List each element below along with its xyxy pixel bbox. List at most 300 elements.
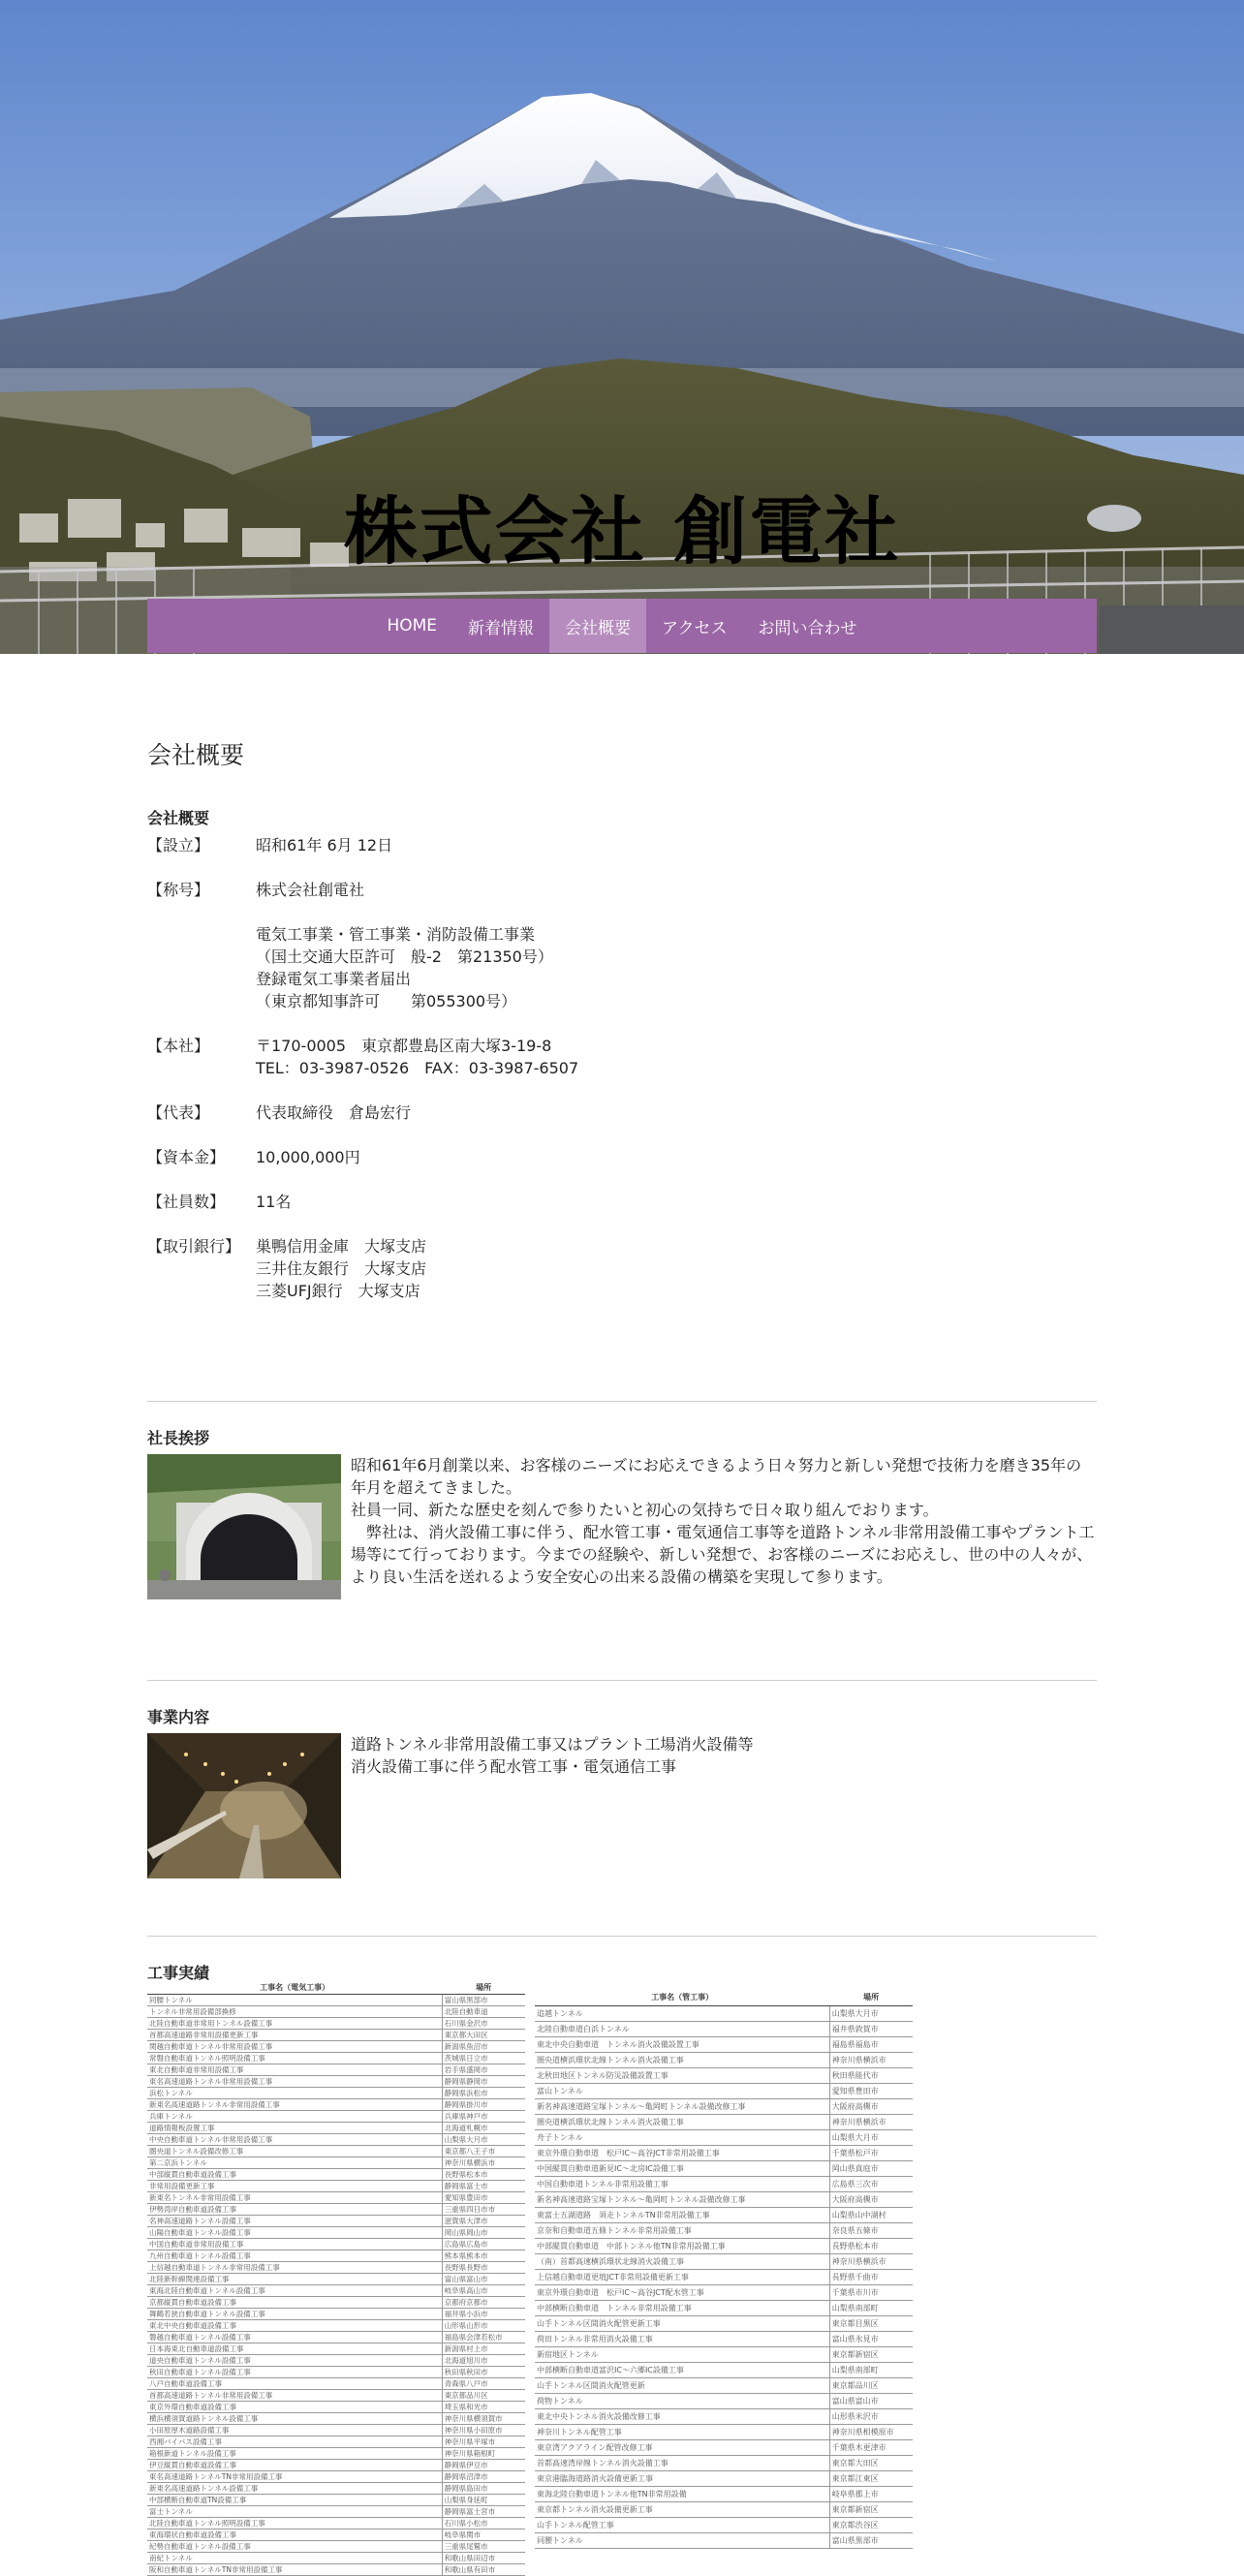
work-name-cell: 兵庫トンネル (147, 2110, 442, 2122)
table-row (147, 2366, 525, 2377)
work-location-cell: 大阪府高槻市 (829, 2098, 913, 2114)
table-row (147, 2354, 525, 2366)
work-location-cell: 広島県三次市 (829, 2176, 913, 2191)
work-location-cell: 東京都大田区 (442, 2029, 525, 2040)
work-location-cell: 北海道札幌市 (442, 2122, 525, 2133)
info-line: 三菱UFJ銀行 大塚支店 (256, 1282, 420, 1300)
work-name-cell: 八戸自動車道設備工事 (147, 2377, 442, 2389)
info-line: 代表取締役 倉島宏行 (256, 1103, 412, 1122)
table-row (535, 2253, 913, 2269)
work-location-cell: 東京都江東区 (829, 2470, 913, 2486)
work-name-cell: 山手トンネル区間消火配管更新 (535, 2377, 829, 2393)
info-line: （国土交通大臣許可 般-2 第21350号） (256, 947, 553, 966)
info-value (256, 1102, 411, 1124)
table-row (147, 2517, 525, 2529)
work-location-cell: 静岡県浜松市 (442, 2087, 525, 2098)
work-location-cell: 山形県米沢市 (829, 2408, 913, 2424)
info-row-employees (147, 1191, 1097, 1213)
work-name-cell: 京奈和自動車道五條トンネル非常用設備工事 (535, 2222, 829, 2238)
greeting-paragraph: 弊社は、消火設備工事に伴う、配水管工事・電気通信工事等を道路トンネル非常用設備工事やプラント工場等にて行っております。今までの経験や、新しい発想で、お客様のニーズにお応えし、世の中の人々が、より良い生活を送れるよう安全安心の出来る設備の構築を実現して参ります。 (351, 1523, 1095, 1586)
work-location-cell: 岩手県盛岡市 (442, 2064, 525, 2075)
work-location-cell: 神奈川県箱根町 (442, 2447, 525, 2459)
work-name-cell: 東京港臨海道路消火設備更新工事 (535, 2470, 829, 2486)
table-row (535, 2424, 913, 2439)
work-name-cell: 中部縦貫自動車道 中部トンネル他TN非常用設備工事 (535, 2238, 829, 2253)
info-value (256, 1191, 291, 1213)
table-header: 場所 (442, 1982, 525, 1994)
overview-heading: 会社概要 (147, 809, 210, 827)
work-location-cell: 神奈川県相模原市 (829, 2424, 913, 2439)
work-name-cell: 山手トンネル区間消火配管更新工事 (535, 2315, 829, 2331)
work-name-cell: 伊勢湾岸自動車道設備工事 (147, 2203, 442, 2215)
table-row (147, 2133, 525, 2145)
work-name-cell: 東富士五湖道路 須走トンネルTN非常用設備工事 (535, 2207, 829, 2222)
work-location-cell: 神奈川県横浜市 (829, 2114, 913, 2129)
work-name-cell: 北陸新幹線関連設備工事 (147, 2273, 442, 2284)
table-row (147, 2215, 525, 2226)
work-location-cell: 東京都新宿区 (829, 2501, 913, 2517)
work-name-cell: 常磐自動車道トンネル照明設備工事 (147, 2052, 442, 2064)
work-name-cell: 日本海東北自動車道設備工事 (147, 2343, 442, 2354)
work-location-cell: 和歌山県田辺市 (442, 2552, 525, 2563)
work-name-cell: 中国自動車道非常用設備工事 (147, 2238, 442, 2250)
work-name-cell: 圏央道横浜環状北線トンネル消火設備工事 (535, 2114, 829, 2129)
table-row (535, 2098, 913, 2114)
work-location-cell: 秋田県秋田市 (442, 2366, 525, 2377)
work-name-cell: 東名高速道路トンネルTN非常用設備工事 (147, 2470, 442, 2482)
main-nav (147, 599, 1097, 653)
work-name-cell: 圏央道トンネル設備改修工事 (147, 2145, 442, 2157)
table-row (147, 2412, 525, 2424)
work-name-cell: 北秋田地区トンネル防災設備設置工事 (535, 2067, 829, 2083)
work-name-cell: 阪和自動車道トンネルTN非常用設備工事 (147, 2563, 442, 2575)
table-row (147, 2087, 525, 2098)
table-row (535, 2362, 913, 2377)
table-row (147, 2180, 525, 2191)
work-name-cell: 西湘バイパス設備工事 (147, 2436, 442, 2447)
company-info (147, 834, 1097, 1302)
info-value (256, 879, 553, 1012)
work-name-cell: 荷田トンネル非常用消火設備工事 (535, 2331, 829, 2346)
work-name-cell: 圏央道横浜環状北線トンネル消火設備工事 (535, 2052, 829, 2067)
table-row (535, 2532, 913, 2548)
work-location-cell: 山梨県大月市 (829, 2005, 913, 2021)
work-name-cell: 新東名高速道路トンネル非常用設備工事 (147, 2098, 442, 2110)
greeting-paragraph: 昭和61年6月創業以来、お客様のニーズにお応えできるよう日々努力と新しい発想で技術力を磨き35年の年月を超えてきました。 (351, 1456, 1082, 1497)
info-line: TEL：03-3987-0526 FAX：03-3987-6507 (256, 1059, 579, 1077)
work-name-cell: 新東名高速道路トンネル設備工事 (147, 2482, 442, 2494)
work-location-cell: 福井県小浜市 (442, 2308, 525, 2319)
work-name-cell: 東北中央トンネル消火設備改修工事 (535, 2408, 829, 2424)
work-location-cell: 長野県千曲市 (829, 2269, 913, 2284)
work-location-cell: 岡山県岡山市 (442, 2226, 525, 2238)
work-name-cell: 上信越自動車道更埴JCT非常用設備更新工事 (535, 2269, 829, 2284)
table-row (535, 2160, 913, 2176)
table-row (535, 2408, 913, 2424)
work-name-cell: 横浜横須賀道路トンネル設備工事 (147, 2412, 442, 2424)
page-title: 会社概要 (147, 741, 245, 769)
work-location-cell: 千葉県木更津市 (829, 2439, 913, 2455)
work-name-cell: 山手トンネル配管工事 (535, 2517, 829, 2532)
info-row-capital (147, 1146, 1097, 1168)
tunnel-entrance-photo (147, 1454, 341, 1599)
table-row (147, 2052, 525, 2064)
business-line: 道路トンネル非常用設備工事又はプラント工場消火設備等 (351, 1735, 754, 1754)
table-row (147, 2529, 525, 2540)
work-location-cell: 神奈川県小田原市 (442, 2424, 525, 2436)
electric-works-table (147, 1982, 525, 2576)
table-row (147, 2436, 525, 2447)
table-row (147, 2145, 525, 2157)
work-name-cell: 東海環状自動車道設備工事 (147, 2529, 442, 2540)
work-name-cell: 中国縦貫自動車道新見IC〜北房IC設備工事 (535, 2160, 829, 2176)
info-line: 〒170-0005 東京都豊島区南大塚3-19-8 (256, 1037, 552, 1055)
table-row (535, 2269, 913, 2284)
work-location-cell: 山梨県山中湖村 (829, 2207, 913, 2222)
table-row (147, 2098, 525, 2110)
table-row (147, 2424, 525, 2436)
table-row (147, 2168, 525, 2180)
work-location-cell: 千葉県市川市 (829, 2284, 913, 2300)
work-location-cell: 静岡県富士宮市 (442, 2505, 525, 2517)
work-name-cell: 中部横断自動車道富沢IC〜六郷IC設備工事 (535, 2362, 829, 2377)
work-name-cell: 伊豆縦貫自動車道設備工事 (147, 2459, 442, 2470)
table-row (147, 2377, 525, 2389)
table-row (147, 2389, 525, 2401)
work-name-cell: 新名神高速道路宝塚トンネル〜亀岡町トンネル設備改修工事 (535, 2191, 829, 2207)
table-row (535, 2176, 913, 2191)
work-name-cell: 名神高速道路トンネル設備工事 (147, 2215, 442, 2226)
info-line: 巣鴨信用金庫 大塚支店 (256, 1237, 427, 1256)
work-location-cell: 東京都大田区 (829, 2455, 913, 2470)
work-location-cell: 静岡県静岡市 (442, 2075, 525, 2087)
work-name-cell: 東海北陸自動車道トンネル他TN非常用設備 (535, 2486, 829, 2501)
work-location-cell: 富山県黒部市 (442, 1994, 525, 2005)
table-row (535, 2207, 913, 2222)
info-row-established (147, 834, 1097, 856)
table-row (147, 2238, 525, 2250)
work-name-cell: 道路情報板設置工事 (147, 2122, 442, 2133)
works-section (147, 1961, 1097, 2574)
work-location-cell: 東京都目黒区 (829, 2315, 913, 2331)
info-line: 株式会社創電社 (256, 881, 365, 899)
work-name-cell: 富山トンネル (535, 2083, 829, 2098)
info-line (256, 901, 553, 923)
work-location-cell: 岐阜県郡上市 (829, 2486, 913, 2501)
info-row-hq (147, 1035, 1097, 1079)
table-row (535, 2129, 913, 2145)
work-name-cell: 京都縦貫自動車道設備工事 (147, 2296, 442, 2308)
work-name-cell: 東京外環自動車道設備工事 (147, 2401, 442, 2412)
work-name-cell: 上信越自動車道トンネル非常用設備工事 (147, 2261, 442, 2273)
table-row (535, 2377, 913, 2393)
table-row (535, 2470, 913, 2486)
business-text (351, 1733, 754, 1878)
work-location-cell: 山形県山形市 (442, 2319, 525, 2331)
work-name-cell: 新東名トンネル非常用設備工事 (147, 2191, 442, 2203)
table-row (147, 2447, 525, 2459)
work-location-cell: 福島県会津若松市 (442, 2331, 525, 2343)
work-location-cell: 長野県松本市 (442, 2168, 525, 2180)
table-row (147, 2470, 525, 2482)
work-name-cell: 中国自動車道トンネル非常用設備工事 (535, 2176, 829, 2191)
work-location-cell: 北陸自動車道 (442, 2005, 525, 2017)
table-header: 場所 (829, 1990, 913, 2005)
info-label: 【資本金】 (147, 1148, 226, 1166)
work-name-cell: （南）首都高速横浜環状北線消火設備工事 (535, 2253, 829, 2269)
work-name-cell: 磐越自動車道トンネル設備工事 (147, 2331, 442, 2343)
work-location-cell: 岡山県真庭市 (829, 2160, 913, 2176)
table-row (535, 2238, 913, 2253)
work-location-cell: 神奈川県横浜市 (829, 2052, 913, 2067)
work-location-cell: 長野県松本市 (829, 2238, 913, 2253)
work-name-cell: 東京外環自動車道 松戸IC〜高谷JCT配水管工事 (535, 2284, 829, 2300)
work-name-cell: 東京外環自動車道 松戸IC〜高谷JCT非常用設備工事 (535, 2145, 829, 2160)
work-location-cell: 静岡県伊豆市 (442, 2459, 525, 2470)
table-row (147, 2552, 525, 2563)
work-location-cell: 茨城県日立市 (442, 2052, 525, 2064)
table-row (535, 2067, 913, 2083)
table-row (535, 2052, 913, 2067)
work-location-cell: 新潟県村上市 (442, 2343, 525, 2354)
table-row (147, 2343, 525, 2354)
work-location-cell: 愛知県豊田市 (442, 2191, 525, 2203)
work-location-cell: 山梨県南部町 (829, 2362, 913, 2377)
work-location-cell: 秋田県能代市 (829, 2067, 913, 2083)
work-name-cell: 中部横断自動車道 トンネル非常用設備工事 (535, 2300, 829, 2315)
work-location-cell: 愛知県豊田市 (829, 2083, 913, 2098)
work-location-cell: 神奈川県横浜市 (442, 2157, 525, 2168)
tunnel-interior-photo (147, 1733, 341, 1878)
greeting-paragraph: 社員一同、新たな歴史を刻んで参りたいと初心の気持ちで日々取り組んでおります。 (351, 1501, 939, 1519)
table-row (147, 2075, 525, 2087)
info-value (256, 834, 392, 856)
table-row (535, 2439, 913, 2455)
work-name-cell: 山陽自動車道トンネル設備工事 (147, 2226, 442, 2238)
info-value (256, 1235, 426, 1302)
work-name-cell: 荷物トンネル (535, 2393, 829, 2408)
work-name-cell: 関越自動車道トンネル非常用設備工事 (147, 2040, 442, 2052)
work-name-cell: 新宿地区トンネル (535, 2346, 829, 2362)
table-row (147, 2563, 525, 2575)
work-location-cell: 岐阜県関市 (442, 2529, 525, 2540)
work-location-cell: 東京都品川区 (829, 2377, 913, 2393)
nav-access[interactable]: アクセス (662, 618, 728, 638)
table-row (535, 2222, 913, 2238)
work-location-cell: 静岡県掛川市 (442, 2098, 525, 2110)
table-row (535, 2145, 913, 2160)
work-name-cell: 北陸自動車道非常用トンネル設備工事 (147, 2017, 442, 2029)
table-row (147, 2029, 525, 2040)
work-name-cell: 中部横断自動車道TN設備工事 (147, 2494, 442, 2505)
info-value (256, 1035, 578, 1079)
table-row (147, 2017, 525, 2029)
works-title: 工事実績 (147, 1964, 210, 1982)
work-name-cell: 舟子トンネル (535, 2129, 829, 2145)
work-location-cell: 熊本県熊本市 (442, 2250, 525, 2261)
nav-news[interactable]: 新着情報 (468, 618, 535, 638)
table-row (147, 2540, 525, 2552)
table-row (535, 2455, 913, 2470)
work-location-cell: 滋賀県大津市 (442, 2215, 525, 2226)
table-row (147, 2401, 525, 2412)
table-row (147, 2319, 525, 2331)
work-name-cell: 首都高速道路トンネル非常用設備工事 (147, 2389, 442, 2401)
work-location-cell: 東京都渋谷区 (829, 2517, 913, 2532)
work-name-cell: 北陸自動車道白浜トンネル (535, 2021, 829, 2036)
work-location-cell: 長野県長野市 (442, 2261, 525, 2273)
divider (147, 1936, 1097, 1937)
info-label: 【設立】 (147, 836, 210, 854)
work-location-cell: 和歌山県有田市 (442, 2563, 525, 2575)
work-location-cell: 石川県金沢市 (442, 2017, 525, 2029)
work-name-cell: 東京都トンネル消火設備更新工事 (535, 2501, 829, 2517)
work-name-cell: 九州自動車道トンネル設備工事 (147, 2250, 442, 2261)
info-label: 【称号】 (147, 881, 210, 899)
table-row (535, 2191, 913, 2207)
work-location-cell: 静岡県島田市 (442, 2482, 525, 2494)
table-row (147, 2203, 525, 2215)
table-row (535, 2284, 913, 2300)
table-row (535, 2501, 913, 2517)
table-row (147, 1994, 525, 2005)
work-name-cell: 東名高速道路トンネル非常用設備工事 (147, 2075, 442, 2087)
work-location-cell: 東京都八王子市 (442, 2145, 525, 2157)
work-location-cell: 富山県氷見市 (829, 2331, 913, 2346)
work-name-cell: 紀勢自動車道トンネル設備工事 (147, 2540, 442, 2552)
table-row (147, 2226, 525, 2238)
work-location-cell: 三重県尾鷲市 (442, 2540, 525, 2552)
table-row (147, 2284, 525, 2296)
work-location-cell: 東京都品川区 (442, 2389, 525, 2401)
info-label: 【代表】 (147, 1103, 210, 1122)
info-label: 【社員数】 (147, 1193, 226, 1211)
work-name-cell: 東北自動車道非常用設備工事 (147, 2064, 442, 2075)
table-row (147, 2261, 525, 2273)
table-row (535, 2036, 913, 2052)
work-name-cell: 中部縦貫自動車道設備工事 (147, 2168, 442, 2180)
work-location-cell: 三重県四日市市 (442, 2203, 525, 2215)
work-name-cell: 東北中央自動車道設備工事 (147, 2319, 442, 2331)
table-header: 工事名（管工事） (535, 1990, 829, 2005)
work-name-cell: 東海北陸自動車道トンネル設備工事 (147, 2284, 442, 2296)
info-line: 10,000,000円 (256, 1148, 360, 1166)
work-location-cell: 山梨県身延町 (442, 2494, 525, 2505)
table-header: 工事名（電気工事） (147, 1982, 442, 1994)
work-name-cell: 南紀トンネル (147, 2552, 442, 2563)
work-location-cell: 京都府京都市 (442, 2296, 525, 2308)
work-name-cell: 新名神高速道路宝塚トンネル〜亀岡町トンネル設備改修工事 (535, 2098, 829, 2114)
work-location-cell: 神奈川県横浜市 (829, 2253, 913, 2269)
table-row (535, 2517, 913, 2532)
table-row (535, 2315, 913, 2331)
info-row-name (147, 879, 1097, 1012)
info-line: 11名 (256, 1193, 292, 1211)
pipe-works-table (535, 1990, 913, 2549)
work-location-cell: 大阪府高槻市 (829, 2191, 913, 2207)
work-location-cell: 東京都新宿区 (829, 2346, 913, 2362)
table-row (535, 2021, 913, 2036)
divider (147, 1680, 1097, 1681)
table-row (147, 2482, 525, 2494)
site-title: 株式会社 創電社 (343, 488, 901, 574)
business-title: 事業内容 (147, 1708, 210, 1726)
nav-company[interactable]: 会社概要 (549, 599, 646, 653)
info-label: 【取引銀行】 (147, 1237, 241, 1256)
work-name-cell: 同腰トンネル (147, 1994, 442, 2005)
table-row (147, 2296, 525, 2308)
work-location-cell: 山梨県大月市 (829, 2129, 913, 2145)
table-row (147, 2308, 525, 2319)
info-line: 電気工事業・管工事業・消防設備工事業 (256, 925, 536, 944)
work-location-cell: 兵庫県神戸市 (442, 2110, 525, 2122)
work-location-cell: 山梨県大月市 (442, 2133, 525, 2145)
business-line: 消火設備工事に伴う配水管工事・電気通信工事 (351, 1757, 677, 1776)
work-location-cell: 千葉県松戸市 (829, 2145, 913, 2160)
greeting-text (351, 1454, 1097, 1599)
work-name-cell: 秋田自動車道トンネル設備工事 (147, 2366, 442, 2377)
work-location-cell: 神奈川県横須賀市 (442, 2412, 525, 2424)
info-row-banks (147, 1235, 1097, 1302)
nav-home[interactable]: HOME (387, 616, 438, 636)
table-row (535, 2331, 913, 2346)
work-name-cell: 神奈川トンネル配管工事 (535, 2424, 829, 2439)
work-name-cell: 首都高速道路非常用設備更新工事 (147, 2029, 442, 2040)
main-content (147, 717, 1097, 1324)
work-location-cell: 福井県敦賀市 (829, 2021, 913, 2036)
work-name-cell: 東京湾アクアライン配管改修工事 (535, 2439, 829, 2455)
table-row (147, 2331, 525, 2343)
work-name-cell: 富士トンネル (147, 2505, 442, 2517)
hero-banner (0, 0, 1244, 654)
work-location-cell: 静岡県沼津市 (442, 2470, 525, 2482)
table-row (535, 2393, 913, 2408)
work-name-cell: 道央自動車道トンネル設備工事 (147, 2354, 442, 2366)
divider (147, 1401, 1097, 1402)
table-row (147, 2250, 525, 2261)
work-location-cell: 神奈川県平塚市 (442, 2436, 525, 2447)
table-row (535, 2005, 913, 2021)
table-row (535, 2300, 913, 2315)
info-line: 登録電気工事業者届出 (256, 970, 412, 988)
info-label: 【本社】 (147, 1037, 210, 1055)
work-location-cell: 北海道旭川市 (442, 2354, 525, 2366)
table-row (147, 2505, 525, 2517)
table-row (147, 2122, 525, 2133)
work-location-cell: 山梨県南部町 (829, 2300, 913, 2315)
work-name-cell: 北陸自動車道トンネル照明設備工事 (147, 2517, 442, 2529)
nav-contact[interactable]: お問い合わせ (758, 618, 857, 638)
table-row (147, 2459, 525, 2470)
table-row (147, 2110, 525, 2122)
work-name-cell: 同腰トンネル (535, 2532, 829, 2548)
info-line: 三井住友銀行 大塚支店 (256, 1259, 427, 1278)
info-line: （東京都知事許可 第055300号） (256, 992, 517, 1010)
table-row (147, 2191, 525, 2203)
work-location-cell: 埼玉県和光市 (442, 2401, 525, 2412)
work-location-cell: 新潟県魚沼市 (442, 2040, 525, 2052)
table-row (147, 2064, 525, 2075)
info-value (256, 1146, 360, 1168)
table-row (147, 2494, 525, 2505)
work-name-cell: 浜松トンネル (147, 2087, 442, 2098)
work-location-cell: 青森県八戸市 (442, 2377, 525, 2389)
work-name-cell: 非常用設備更新工事 (147, 2180, 442, 2191)
business-section (147, 1705, 1097, 1878)
work-location-cell: 福島県福島市 (829, 2036, 913, 2052)
work-location-cell: 奈良県五條市 (829, 2222, 913, 2238)
work-name-cell: 箱根新道トンネル設備工事 (147, 2447, 442, 2459)
